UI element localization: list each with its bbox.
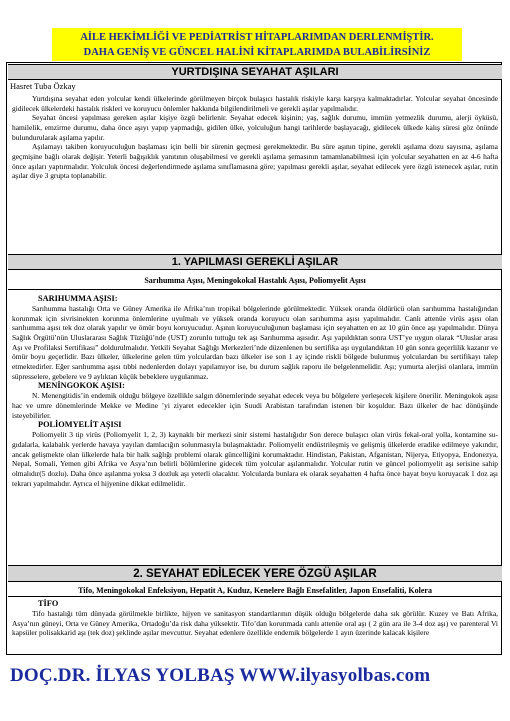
section-1-text (12, 294, 498, 564)
section-2-text (12, 599, 498, 655)
section-1-divider (8, 289, 502, 290)
section-1-title: 1. YAPILMASI GEREKLİ AŞILAR (8, 254, 502, 270)
sarihumma-paragraph: Sarıhumma hastalığı Orta ve Güney Amerika ile Afrika’nın tropikal bölgelerinde görülmektedir. Yüksek oranda öldürücü olan sarıhumma hastalığından korunmak için sivrisinekten korunma önlemlerine uyulmalı ve yüksek oranda koruyucu olan sarıhumma aşısı yapılmalıdır. Canlı attenüe virüs aşısı olan sarıhumma aşısı tek doz olarak yapılır ve ömür boyu koruyucudur. Aşının koruyuculuğunun başlaması için seyahatten en az 10 gün önce aşı yapılmalıdır. Dünya Sağlık Örgütü’nün Uluslararası Sağlık Tüzüğü’nde (UST) zorunlu tuttuğu tek aşı Sarıhumma aşısıdır. Aşı yapıldıktan sonra UST’ye uygun olarak “Uluslar arası Aşı ve Profilaksi Sertifikası” doldurulmalıdır. Yetkili Seyahat Sağlığı Merkezleri’nde düzenlenen bu sertifika aşı uygulandıktan 10 gün sonra geçerlilik kazanır ve ömür boyu geçerlidir. Bazı ülkeler, ülkelerine gelen tüm yolculardan bazı ülkeler ise son 1 ay içinde riskli bölgede bulunmuş yolculardan bu sertifikayı talep etmektedirler. Eğer sarıhumma aşısı tıbbi nedenlerden dolayı yapılamıyor ise, bu durum sağlık raporu ile belgelenmelidir. Aşı; yumurta alerjisi olanlara, immün süpresselere, gebelere ve 9 aylıktan küçük bebeklere uygulanmaz. (12, 304, 498, 381)
section-2-divider (8, 596, 502, 597)
intro-paragraph-1: Yurtdışına seyahat eden yolcular kendi ülkelerinde görülmeyen birçok bulaşıcı hastalık riskiyle karşı karşıya kalmaktadırlar. Yolcular seyahat öncesinde gidilecek ülkelerdeki hastalık riskleri ve koruyucu önlemler hakkında bilgilendirilmeli ve gerekli aşılar yapılmalıdır. (12, 94, 498, 113)
tifo-heading: TİFO (38, 599, 59, 608)
intro-text (12, 94, 498, 254)
footer-signature: DOÇ.DR. İLYAS YOLBAŞ WWW.ilyasyolbas.com (10, 665, 431, 686)
meningokok-paragraph: N. Menengitidis’in endemik olduğu bölgeye özellikle salgın dönemlerinde seyahat edecek veya bu bölgelere yerleşecek kişilere önerilir. Meningokok aşısı hac ve umre dönemlerinde Mekke ve Medine ’yi ziyaret edecekler için Suudi Arabistan tarafından istenen bir koşuldur. Bazı ülkeler de hac dönüşünde isteyebilirler. (12, 391, 498, 420)
polio-heading: POLİOMYELİT AŞISI (38, 420, 122, 430)
tifo-paragraph: Tifo hastalığı tüm dünyada görülmekle birlikte, hijyen ve sanitasyon standartlarının düşük olduğu bölgelerde daha sık görülür. Kuzey ve Batı Afrika, Asya’nın güneyi, Orta ve Güney Amerika, Ortadoğu’da risk daha yüksektir. Tifo’dan korunmada canlı attenüe oral aşı ( 2 gün ara ile 3-4 doz aşı) ve parenteral Vi kapsüler polisakkarid aşı (tek doz) şeklinde aşılar mevcuttur. Seyahat edenlere özellikle endemik bölgelerde 1 ayın üzerinde kalacak kişilere (12, 609, 498, 638)
section-2-title: 2. SEYAHAT EDİLECEK YERE ÖZGÜ AŞILAR (8, 565, 502, 582)
intro-paragraph-3: Aşılamayı takiben koruyuculuğun başlaması için belli bir sürenin geçmesi gerekmektedir. Bu süre aşının tipine, gerekli aşılama dozu sayısına, aşılama geçmişine bağlı olarak değişir. Yeterli bağışıklık yanıtının oluşabilmesi ve gerekli aşılama şemasının tamamlanabilmesi için yolcular seyahatten en az 4-6 hafta önce aşıları yaptırmalıdır. Yolculuk öncesi değerlendirmede aşılama sınıflamasına göre; yapılması gerekli aşılar, seyahat edilecek yere özgü istenecek aşılar, rutin aşılar diye 3 grupta toplanabilir. (12, 142, 498, 181)
section-1-subtitle: Sarıhumma Aşısı, Meningokokal Hastalık Aşısı, Poliomyelit Aşısı (144, 276, 366, 285)
intro-paragraph-2: Seyahat öncesi yapılması gereken aşılar kişiye özgü belirlenir. Seyahat edecek kişinin; yaş, sağlık durumu, immün yetmezlik durumu, alerji öyküsü, hamilelik, emzirme durumu, daha önce aşıyı yapıp yapmadığı, gidilen ülke, yolculuğun hangi tarihlerde başlayacağı, gidilecek ülkede kalış süresi göz önünde bulundurularak aşılama yapılır. (12, 113, 498, 142)
sarihumma-heading: SARIHUMMA AŞISI: (38, 294, 118, 303)
banner-line-2: DAHA GENİŞ VE GÜNCEL HALİNİ KİTAPLARIMDA BULABİLİRSİNİZ (83, 47, 431, 58)
author-name: Hasret Tuba Özkay (10, 81, 76, 91)
top-banner (52, 28, 462, 61)
section-2-subtitle: Tifo, Meningokokal Enfeksiyon, Hepatit A, Kuduz, Kenelere Bağlı Ensefalitler, Japon Ensefaliti, Kolera (78, 586, 432, 595)
polio-paragraph: Poliomyelit 3 tip virüs (Poliomyelit 1, 2, 3) kaynaklı bir merkezi sinir sistemi hastalığıdır Son derece bulaşıcı olan virüs fekal-oral yolla, kontamine su-gıdalarla, kalabalık yerlerde havaya yayılan damlacığın solunmasıyla bulaşmaktadır. Poliomyelit endüstrileşmiş ve gelişmiş ülkelerde eradike edilmeye yakındır, ancak gelişmekte olan ülkelerde hala bir halk sağlığı problemi olarak güncelliğini korumaktadır. Hindistan, Pakistan, Afganistan, Nijerya, Etiyopya, Endonezya, Nepal, Somali, Yemen gibi Afrika ve Asya’nın belirli bölümlerine gidecek tüm yolcular aşılanmalıdır. Yolcular rutin ve güncel poliomyelit aşı serisine sahip olmalıdır(5 dozlu). Daha önce aşılanma yoksa 3 dozluk aşı yeterli olacaktır. Yolcularda bunlara ek olarak seyahatten 4 hafta önce hayat boyu koruyacak 1 doz aşı tekrarı yapılmalıdır. Ayrıca el hijyenine dikkat edilmelidir. (12, 430, 498, 488)
main-title: YURTDIŞINA SEYAHAT AŞILARI (8, 64, 502, 80)
meningokok-heading: MENİNGOKOK AŞISI: (38, 381, 125, 391)
banner-line-1: AİLE HEKİMLİĞİ VE PEDİATRİST HİTAPLARIMDAN DERLENMİŞTİR. (80, 32, 434, 43)
